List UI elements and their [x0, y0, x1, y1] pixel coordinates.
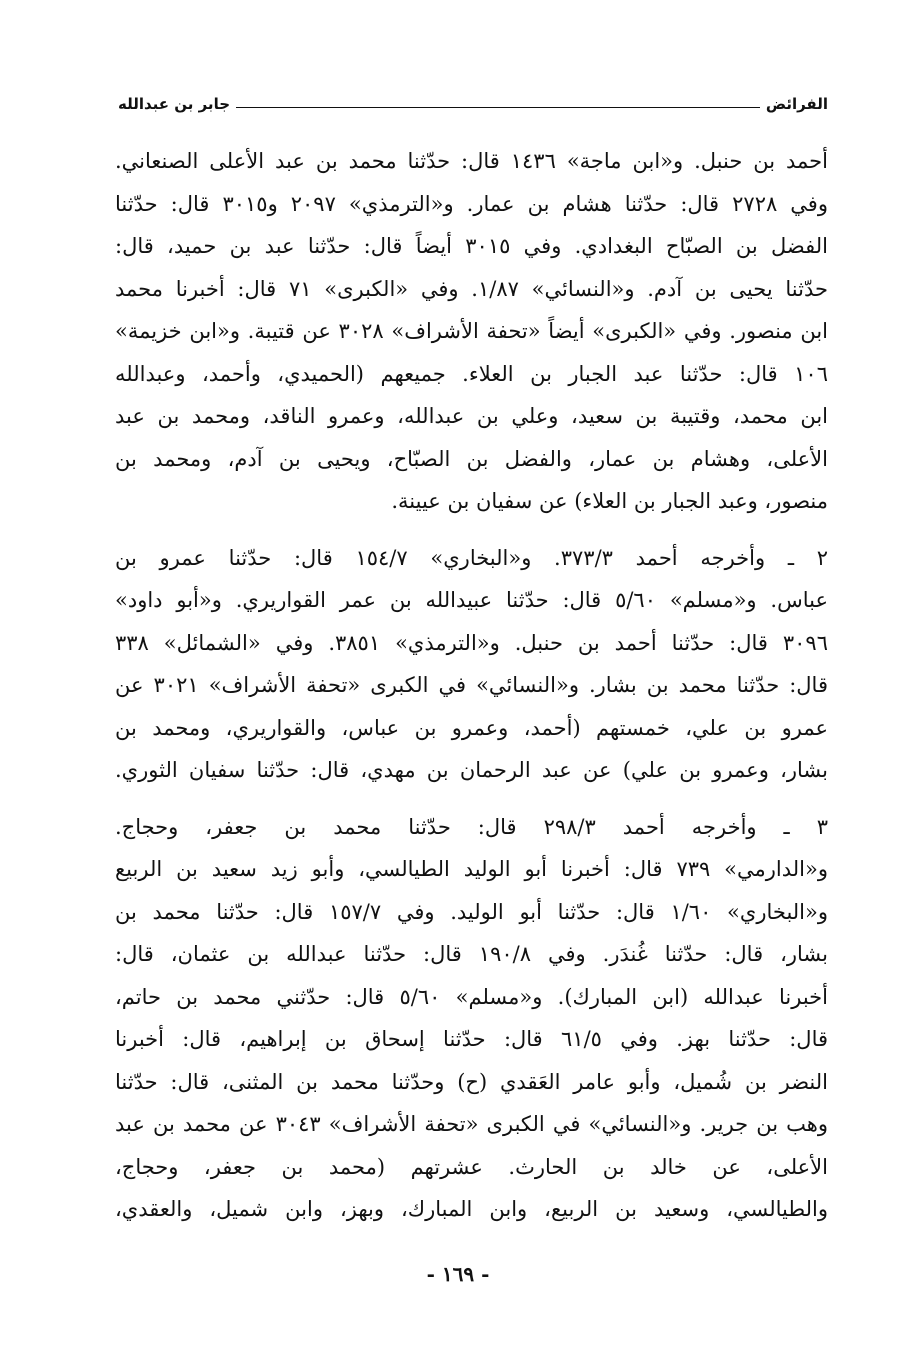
text-line: بشار، وعمرو بن علي) عن عبد الرحمان بن مهدي، قال: حدّثنا سفيان الثوري. — [115, 758, 828, 782]
text-line: وهب بن جرير. و«النسائي» في الكبرى «تحفة الأشراف» ٣٠٤٣ عن محمد بن عبد — [115, 1112, 828, 1136]
text-line: وفي ٢٧٢٨ قال: حدّثنا هشام بن عمار. و«الترمذي» ٢٠٩٧ و٣٠١٥ قال: حدّثنا — [115, 191, 828, 216]
page-number: - ١٦٩ - — [426, 1262, 490, 1286]
text-line: عمرو بن علي، خمستهم (أحمد، وعمرو بن عباس، والقواريري، ومحمد بن — [115, 715, 828, 740]
text-line: و«البخاري» ١/٦٠ قال: حدّثنا أبو الوليد. وفي ١٥٧/٧ قال: حدّثنا محمد بن — [115, 899, 828, 924]
text-line: و«الدارمي» ٧٣٩ قال: أخبرنا أبو الوليد الطيالسي، وأبو زيد سعيد بن الربيع — [115, 857, 828, 881]
text-line: ابن محمد، وقتيبة بن سعيد، وعلي بن عبدالله، وعمرو الناقد، ومحمد بن عبد — [115, 404, 828, 428]
running-header — [118, 92, 828, 116]
text-line: ١٠٦ قال: حدّثنا عبد الجبار بن العلاء. جميعهم (الحميدي، وأحمد، وعبدالله — [115, 361, 828, 386]
text-line: ٣٠٩٦ قال: حدّثنا أحمد بن حنبل. و«الترمذي» ٣٨٥١. وفي «الشمائل» ٣٣٨ — [115, 630, 828, 655]
text-line: بشار، قال: حدّثنا غُندَر. وفي ١٩٠/٨ قال: حدّثنا عبدالله بن عثمان، قال: — [115, 942, 828, 966]
paragraph-3 — [115, 806, 828, 1231]
header-rule — [236, 107, 760, 108]
text-line: ابن منصور. وفي «الكبرى» أيضاً «تحفة الأشراف» ٣٠٢٨ عن قتيبة. و«ابن خزيمة» — [115, 319, 828, 343]
narrator-name: جابر بن عبدالله — [118, 95, 231, 113]
text-line: أحمد بن حنبل. و«ابن ماجة» ١٤٣٦ قال: حدّثنا محمد بن عبد الأعلى الصنعاني. — [115, 149, 828, 173]
text-line: ٢ ـ وأخرجه أحمد ٣٧٣/٣. و«البخاري» ١٥٤/٧ قال: حدّثنا عمرو بن — [115, 545, 828, 570]
paragraph-1 — [115, 140, 828, 523]
text-line: أخبرنا عبدالله (ابن المبارك). و«مسلم» ٥/٦٠ قال: حدّثني محمد بن حاتم، — [115, 984, 828, 1009]
body-text — [115, 140, 828, 1231]
text-line: حدّثنا يحيى بن آدم. و«النسائي» ١/٨٧. وفي «الكبرى» ٧١ قال: أخبرنا محمد — [115, 276, 828, 301]
text-line: الأعلى، عن خالد بن الحارث. عشرتهم (محمد بن جعفر، وحجاج، — [115, 1154, 828, 1179]
text-line: قال: حدّثنا محمد بن بشار. و«النسائي» في الكبرى «تحفة الأشراف» ٣٠٢١ عن — [115, 673, 828, 697]
text-line: الفضل بن الصبّاح البغدادي. وفي ٣٠١٥ أيضاً قال: حدّثنا عبد بن حميد، قال: — [115, 234, 828, 258]
text-line: الأعلى، وهشام بن عمار، والفضل بن الصبّاح، ويحيى بن آدم، ومحمد بن — [115, 446, 828, 471]
text-line: قال: حدّثنا بهز. وفي ٦١/٥ قال: حدّثنا إسحاق بن إبراهيم، قال: أخبرنا — [115, 1027, 828, 1051]
text-line: منصور، وعبد الجبار بن العلاء) عن سفيان بن عيينة. — [391, 489, 828, 513]
paragraph-2 — [115, 537, 828, 792]
text-line: ٣ ـ وأخرجه أحمد ٢٩٨/٣ قال: حدّثنا محمد بن جعفر، وحجاج. — [115, 814, 828, 839]
text-line: والطيالسي، وسعيد بن الربيع، وابن المبارك، وبهز، وابن شميل، والعقدي، — [115, 1197, 828, 1221]
text-line: عباس. و«مسلم» ٥/٦٠ قال: حدّثنا عبيدالله بن عمر القواريري. و«أبو داود» — [115, 588, 828, 612]
text-line: النضر بن شُميل، وأبو عامر العَقدي (ح) وحدّثنا محمد بن المثنى، قال: حدّثنا — [115, 1069, 828, 1094]
chapter-title: الفرائض — [765, 95, 828, 113]
